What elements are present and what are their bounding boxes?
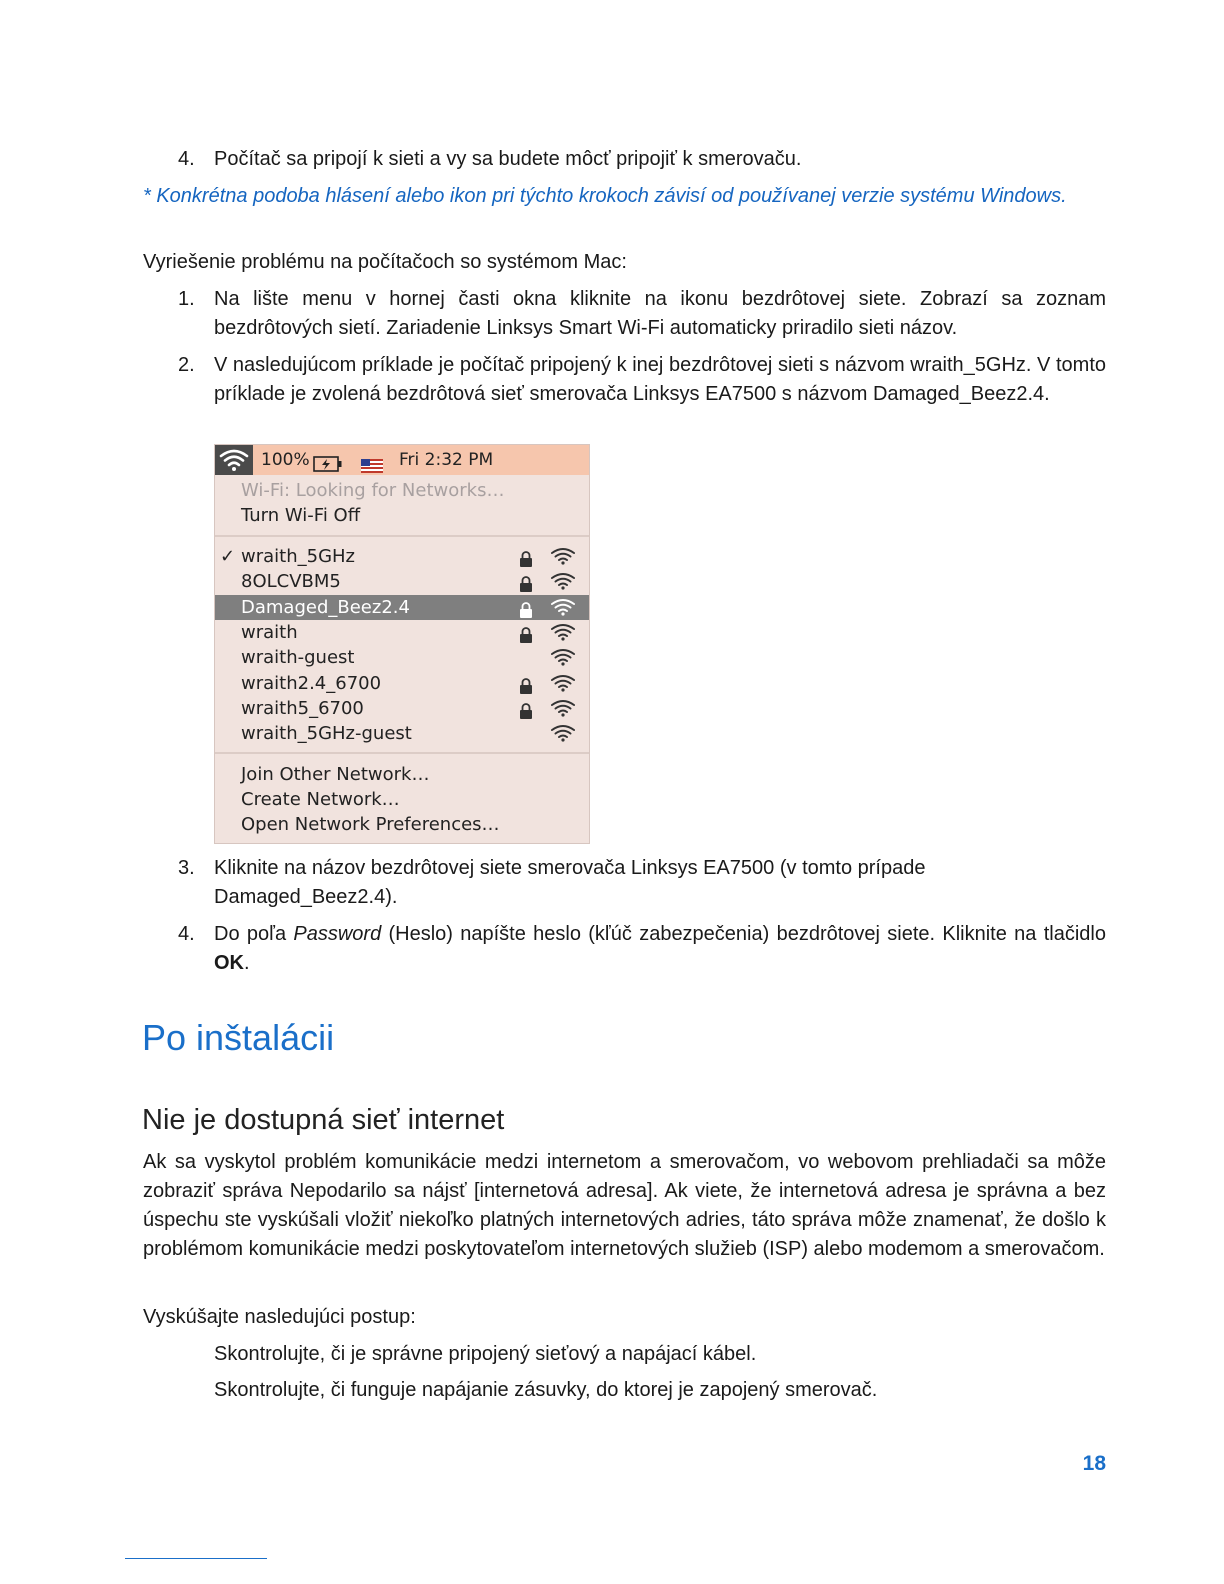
section-title: Po inštalácii	[142, 1017, 335, 1058]
try-item: Skontrolujte, či je správne pripojený sieťový a napájací kábel.	[214, 1343, 757, 1365]
body-paragraph: Ak sa vyskytol problém komunikácie medzi internetom a smerovačom, vo webovom prehliadači sa môže zobraziť správa Nepodarilo sa nájsť [internetová adresa]. Ak viete, že internetová adresa je správna a bez úspechu ste vyskúšali vložiť niekoľko platných internetových adries, táto správa môže znamenať, že došlo k problémom komunikácie medzi poskytovateľom internetových služieb (ISP) alebo modemom a smerovačom.	[143, 1151, 1106, 1260]
turn-wifi-off-item[interactable]: Turn Wi-Fi Off	[241, 505, 361, 526]
step-number: 3.	[178, 857, 195, 879]
wifi-signal-icon	[550, 622, 576, 642]
network-item[interactable]	[215, 620, 590, 645]
menubar-wifi-icon[interactable]	[215, 445, 253, 475]
step-number: 2.	[178, 354, 195, 376]
subsection-title: Nie je dostupná sieť internet	[142, 1104, 505, 1136]
open-network-preferences-item[interactable]: Open Network Preferences…	[241, 814, 500, 835]
password-field-name: Password	[293, 923, 382, 945]
step-number: 1.	[178, 288, 195, 310]
network-item[interactable]	[215, 721, 590, 746]
checkmark-icon: ✓	[220, 546, 236, 567]
lock-icon	[519, 625, 533, 641]
network-name: wraith_5GHz	[241, 546, 356, 567]
mac-intro: Vyriešenie problému na počítačoch so systémom Mac:	[143, 251, 627, 273]
try-intro: Vyskúšajte nasledujúci postup:	[143, 1306, 416, 1328]
network-item[interactable]	[215, 569, 590, 594]
battery-percent: 100%	[261, 450, 310, 470]
network-item[interactable]	[215, 696, 590, 721]
network-item[interactable]	[215, 544, 590, 569]
wifi-signal-icon	[550, 597, 576, 617]
wifi-signal-icon	[550, 571, 576, 591]
list-item-text: Počítač sa pripojí k sieti a vy sa budete môcť pripojiť k smerovaču.	[214, 148, 802, 170]
network-name: wraith-guest	[241, 647, 355, 669]
network-name: wraith_5GHz-guest	[241, 723, 412, 745]
wifi-signal-icon	[550, 673, 576, 693]
lock-icon	[519, 574, 533, 590]
lock-icon	[519, 701, 533, 717]
menubar-clock: Fri 2:32 PM	[399, 450, 494, 470]
footer-rule	[125, 1558, 267, 1559]
network-item[interactable]	[215, 595, 590, 620]
ok-button-name: OK	[214, 952, 244, 974]
step-text: V nasledujúcom príklade je počítač pripojený k inej bezdrôtovej sieti s názvom wraith_5GHz. V tomto príklade je zvolená bezdrôtová sieť smerovača Linksys EA7500 s názvom Damaged_Beez2.4.	[214, 354, 1106, 405]
step-number: 4.	[178, 923, 195, 945]
list-number: 4.	[178, 148, 195, 170]
network-name: wraith	[241, 621, 298, 643]
mac-menubar	[215, 445, 590, 475]
wifi-signal-icon	[550, 546, 576, 566]
network-item[interactable]	[215, 645, 590, 670]
try-item: Skontrolujte, či funguje napájanie zásuvky, do ktorej je zapojený smerovač.	[214, 1379, 878, 1401]
network-name: wraith2.4_6700	[241, 672, 382, 694]
network-name: 8OLCVBM5	[241, 571, 341, 593]
step-text: Do poľa Password (Heslo) napíšte heslo (kľúč zabezpečenia) bezdrôtovej siete. Kliknite na tlačidlo OK.	[214, 923, 1106, 974]
page-number: 18	[1082, 1452, 1106, 1475]
step-text: Na lište menu v hornej časti okna kliknite na ikonu bezdrôtovej siete. Zobrazí sa zoznam bezdrôtových sietí. Zariadenie Linksys Smart Wi-Fi automaticky priradilo sieti názov.	[214, 288, 1106, 339]
wifi-signal-icon	[550, 647, 576, 667]
step-text: Kliknite na názov bezdrôtovej siete smerovača Linksys EA7500 (v tomto prípade Damaged_Beez2.4).	[214, 857, 926, 908]
network-name: wraith5_6700	[241, 697, 364, 719]
battery-icon	[313, 452, 343, 481]
menu-separator	[215, 752, 590, 754]
network-item[interactable]	[215, 671, 590, 696]
wifi-status: Wi-Fi: Looking for Networks…	[241, 480, 505, 501]
windows-note: * Konkrétna podoba hlásení alebo ikon pri týchto krokoch závisí od používanej verzie systému Windows.	[143, 185, 1067, 207]
mac-wifi-menu-screenshot	[214, 444, 590, 844]
wifi-signal-icon	[550, 698, 576, 718]
network-name: Damaged_Beez2.4	[241, 596, 410, 618]
lock-icon	[519, 600, 533, 616]
wifi-signal-icon	[550, 723, 576, 743]
lock-icon	[519, 549, 533, 565]
create-network-item[interactable]: Create Network…	[241, 789, 400, 810]
join-other-network-item[interactable]: Join Other Network…	[241, 764, 430, 785]
menu-separator	[215, 535, 590, 537]
lock-icon	[519, 676, 533, 692]
